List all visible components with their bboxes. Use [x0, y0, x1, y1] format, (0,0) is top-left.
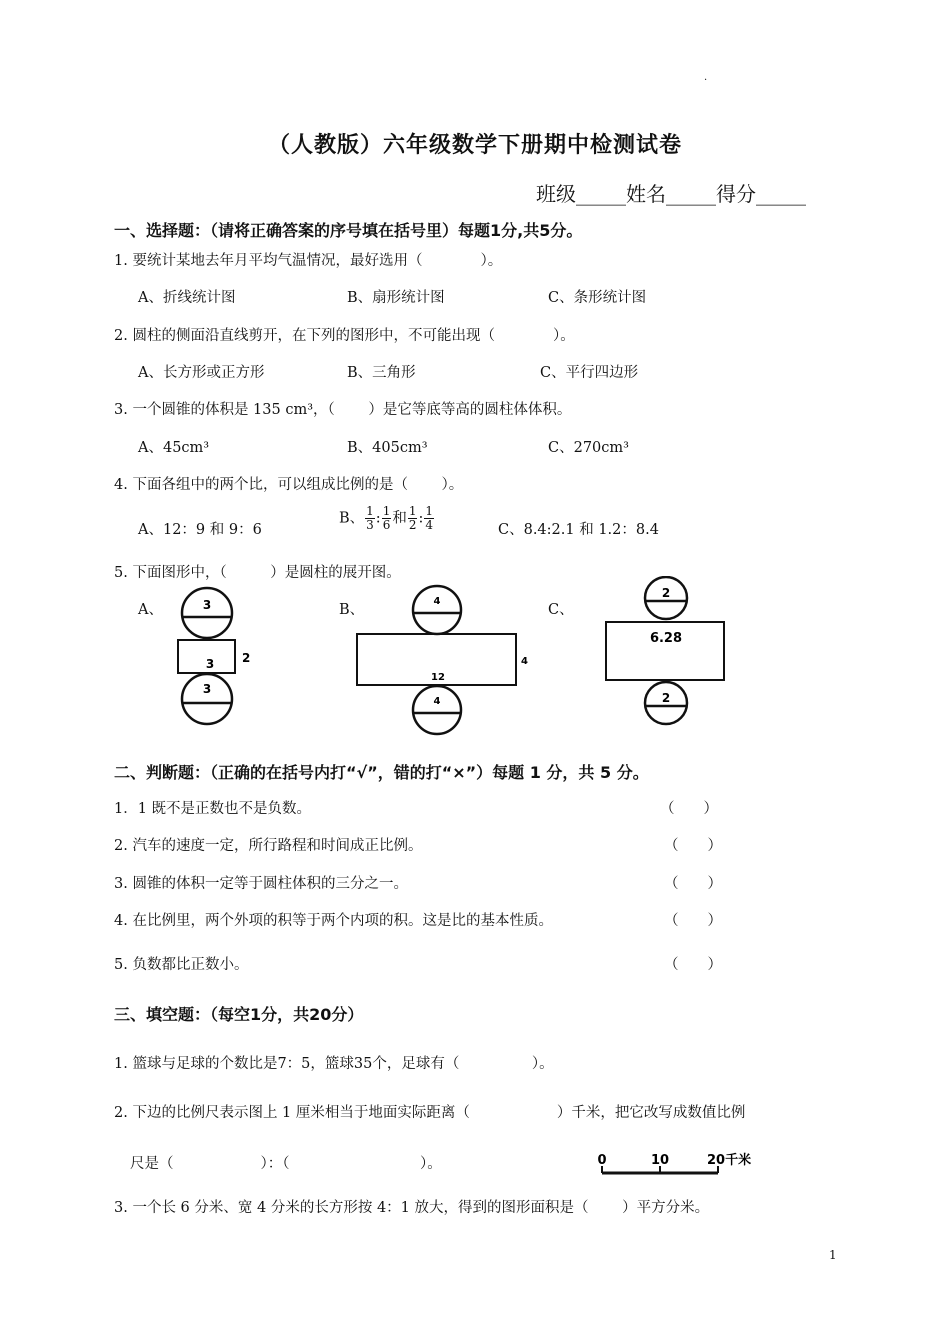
- figure-c-cylinder-net: [600, 576, 730, 728]
- s1-q5-text: 5. 下面图形中，（ ）是圆柱的展开图。: [114, 565, 401, 581]
- s1-q1-option-c: C、条形统计图: [548, 290, 647, 306]
- fraction-denominator: 2: [408, 518, 417, 532]
- s3-q2-line1: 2. 下边的比例尺表示图上 1 厘米相当于地面实际距离（ ）千米，把它改写成数值比例: [114, 1105, 746, 1121]
- s1-q4-option-b: [339, 505, 435, 532]
- s1-q3-option-b: B、405cm³: [347, 440, 428, 456]
- fig-c-rect-label: 6.28: [649, 631, 683, 646]
- fig-a-top-label: 3: [202, 598, 212, 612]
- fraction: [424, 505, 434, 532]
- s1-q2-text: 2. 圆柱的侧面沿直线剪开，在下列的图形中，不可能出现（ ）。: [114, 328, 575, 344]
- fraction-numerator: 1: [425, 504, 433, 518]
- s3-q2-line2: 尺是（ ）：（ ）。: [130, 1156, 442, 1172]
- fig-c-bottom-label: 2: [661, 691, 671, 705]
- fig-b-rect-label: 12: [431, 672, 445, 683]
- scale-label-0: 0: [597, 1153, 607, 1168]
- section2-heading: 二、判断题：（正确的在括号内打“√”，错的打“×”）每题 1 分，共 5 分。: [114, 763, 649, 782]
- s2-item-3: 3. 圆锥的体积一定等于圆柱体积的三分之一。: [114, 876, 408, 892]
- s2-item-2-answer: （ ）: [664, 838, 722, 854]
- fraction-denominator: 6: [382, 518, 391, 532]
- student-info-line: 班级_____姓名_____得分_____: [536, 182, 806, 206]
- s1-q5-option-c: C、: [548, 602, 574, 618]
- s1-q3-text: 3. 一个圆锥的体积是 135 cm³，（ ）是它等底等高的圆柱体体积。: [114, 402, 572, 418]
- fraction-denominator: 3: [366, 518, 374, 532]
- s3-q3: 3. 一个长 6 分米、宽 4 分米的长方形按 4：1 放大，得到的图形面积是（ ）平方分米。: [114, 1200, 710, 1216]
- fig-a-bottom-label: 3: [202, 682, 212, 696]
- s1-q5-option-a: A、: [138, 602, 163, 618]
- s1-q1-option-b: B、扇形统计图: [347, 290, 445, 306]
- s1-q2-option-a: A、长方形或正方形: [138, 365, 265, 381]
- s3-q1: 1. 篮球与足球的个数比是7：5，篮球35个，足球有（ ）。: [114, 1056, 554, 1072]
- option-b-prefix: B、: [339, 510, 365, 527]
- fraction: [382, 505, 392, 532]
- s1-q4-option-c: C、8.4:2.1 和 1.2：8.4: [498, 522, 659, 538]
- figure-b-cylinder-net: [350, 584, 540, 738]
- fig-b-top-label: 4: [433, 596, 441, 607]
- fraction-numerator: 1: [408, 504, 417, 518]
- fraction-denominator: 4: [425, 518, 433, 532]
- s1-q5-option-b: B、: [339, 602, 365, 618]
- ratio-colon: :: [418, 510, 424, 527]
- fraction: [365, 505, 375, 532]
- scale-label-10: 10: [650, 1153, 670, 1168]
- page-number: 1: [829, 1248, 837, 1262]
- header-dot: .: [704, 72, 708, 83]
- and-word: 和: [392, 510, 407, 527]
- s2-item-4-answer: （ ）: [664, 913, 722, 929]
- s1-q3-option-c: C、270cm³: [548, 440, 629, 456]
- s1-q1-text: 1. 要统计某地去年月平均气温情况，最好选用（ ）。: [114, 253, 503, 269]
- s1-q4-option-a: A、12：9 和 9：6: [138, 522, 262, 538]
- scale-label-20km: 20千米: [707, 1153, 752, 1168]
- s2-item-5-answer: （ ）: [664, 957, 722, 973]
- fig-c-top-label: 2: [661, 586, 671, 600]
- page-title: （人教版）六年级数学下册期中检测试卷: [267, 133, 682, 158]
- figure-a-cylinder-net: [170, 586, 260, 732]
- s2-item-5: 5. 负数都比正数小。: [114, 957, 249, 973]
- fig-a-rect-label: 3: [205, 657, 215, 671]
- fraction-numerator: 1: [382, 504, 391, 518]
- fig-a-side-label: 2: [242, 651, 251, 665]
- section3-heading: 三、填空题：（每空1分，共20分）: [114, 1005, 364, 1024]
- fraction: [408, 505, 418, 532]
- s2-item-1-answer: （ ）: [660, 801, 718, 817]
- ratio-colon: :: [375, 510, 381, 527]
- s1-q1-option-a: A、折线统计图: [138, 290, 236, 306]
- scale-bar: [590, 1148, 770, 1184]
- s1-q3-option-a: A、45cm³: [138, 440, 210, 456]
- s1-q2-option-c: C、平行四边形: [540, 365, 639, 381]
- s2-item-1: 1．1 既不是正数也不是负数。: [114, 801, 312, 817]
- fig-b-bottom-label: 4: [433, 696, 441, 707]
- s1-q2-option-b: B、三角形: [347, 365, 416, 381]
- s1-q4-text: 4. 下面各组中的两个比，可以组成比例的是（ ）。: [114, 477, 464, 493]
- fraction-numerator: 1: [366, 504, 374, 518]
- fig-b-side-label: 4: [521, 656, 528, 667]
- section1-heading: 一、选择题：（请将正确答案的序号填在括号里）每题1分,共5分。: [114, 221, 583, 240]
- s2-item-4: 4. 在比例里，两个外项的积等于两个内项的积。这是比的基本性质。: [114, 913, 553, 929]
- s2-item-3-answer: （ ）: [664, 876, 722, 892]
- s2-item-2: 2. 汽车的速度一定，所行路程和时间成正比例。: [114, 838, 423, 854]
